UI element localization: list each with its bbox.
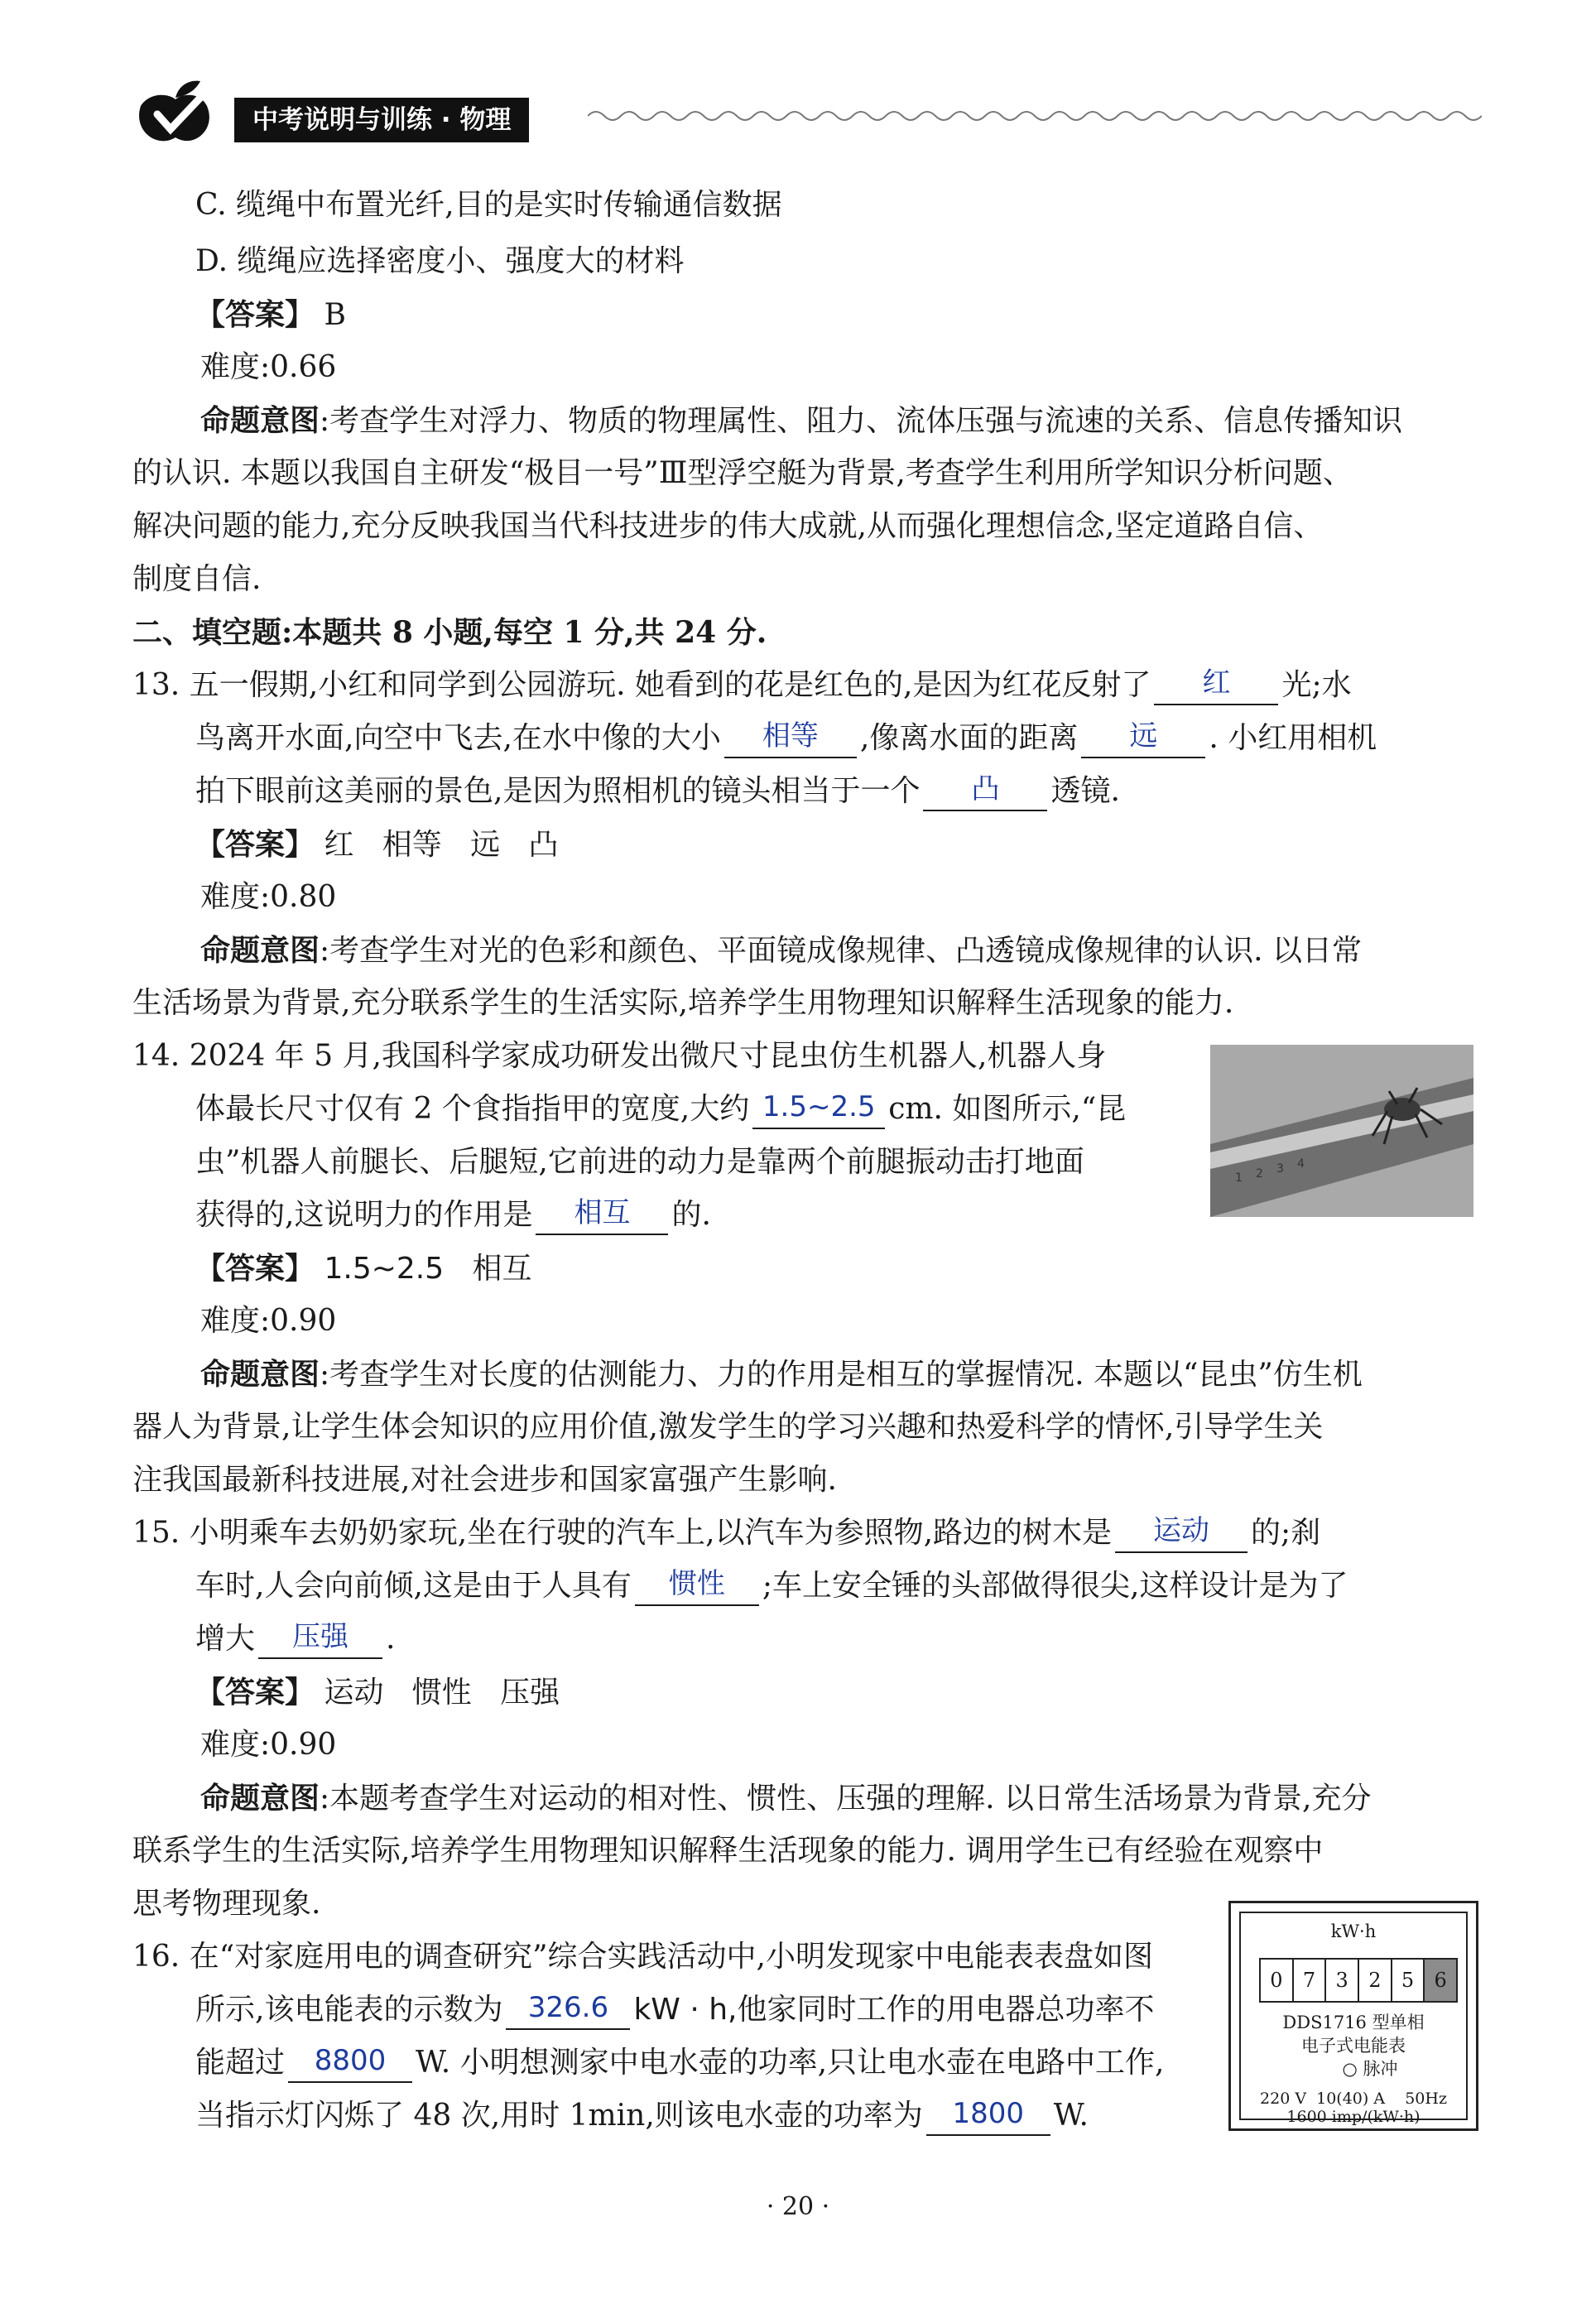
intent-label: 命题意图 xyxy=(200,1781,320,1816)
intent-label: 命题意图 xyxy=(200,403,320,438)
question-text: 车时,人会向前倾,这是由于人具有 xyxy=(195,1569,632,1603)
question-text: 当指示灯闪烁了 48 次,用时 1min,则该电水壶的功率为 xyxy=(195,2099,923,2133)
answer-label: 【答案】 xyxy=(195,1675,315,1710)
electric-meter-figure xyxy=(1228,1901,1478,2131)
answer-value: 运动 惯性 压强 xyxy=(324,1676,560,1710)
question-text: 获得的,这说明力的作用是 xyxy=(195,1198,533,1232)
answer-row xyxy=(195,1248,1545,1289)
handwritten-answer: 8800 xyxy=(314,2044,387,2077)
meter-digits xyxy=(1259,1958,1458,2003)
question-text: 拍下眼前这美丽的景色,是因为照相机的镜头相当于一个 xyxy=(195,774,921,808)
difficulty: 难度:0.90 xyxy=(200,1304,337,1338)
answer-blank xyxy=(1081,719,1205,758)
handwritten-answer: 相等 xyxy=(762,719,819,753)
header-title: 中考说明与训练 · 物理 xyxy=(234,98,529,142)
question-text: . 小红用相机 xyxy=(1209,721,1377,755)
intent-text: :考查学生对浮力、物质的物理属性、阻力、流体压强与流速的关系、信息传播知识 xyxy=(320,404,1403,438)
meter-digit: 3 xyxy=(1326,1960,1359,2001)
handwritten-answer: 运动 xyxy=(1153,1514,1210,1547)
answer-blank xyxy=(724,719,857,758)
question-line xyxy=(132,1566,1482,1606)
answer-value: 1.5~2.5 相互 xyxy=(324,1252,532,1286)
answer-value: B xyxy=(324,298,346,332)
answer-blank xyxy=(536,1196,668,1235)
answer-label: 【答案】 xyxy=(195,1251,315,1286)
question-text: 13. 五一假期,小红和同学到公园游玩. 她看到的花是红色的,是因为红花反射了 xyxy=(132,668,1151,702)
answer-blank xyxy=(752,1090,885,1129)
meter-digit: 2 xyxy=(1359,1960,1392,2001)
meter-digit: 5 xyxy=(1392,1960,1425,2001)
question-text: ;车上安全锤的头部做得很尖,这样设计是为了 xyxy=(762,1569,1348,1603)
question-line: 16. 在“对家庭用电的调查研究”综合实践活动中,小明发现家中电能表表盘如图 xyxy=(132,1940,1153,1974)
question-text: 透镜. xyxy=(1050,774,1120,808)
question-text: kW · h,他家同时工作的用电器总功率不 xyxy=(633,1993,1155,2027)
question-text: 的. xyxy=(671,1198,711,1232)
option-c: C. 缆绳中布置光纤,目的是实时传输通信数据 xyxy=(195,188,782,222)
meter-type: 电子式电能表 xyxy=(1301,2036,1406,2056)
handwritten-answer: 相互 xyxy=(574,1196,631,1229)
intent-line: 生活场景为背景,充分联系学生的生活实际,培养学生用物理知识解释生活现象的能力. xyxy=(132,986,1234,1020)
answer-blank xyxy=(506,1991,630,2030)
question-text: 所示,该电能表的示数为 xyxy=(195,1993,503,2027)
intent-line xyxy=(200,401,1550,441)
svg-text:1: 1 xyxy=(1235,1171,1243,1185)
question-text: ,像离水面的距离 xyxy=(859,721,1079,755)
answer-row xyxy=(195,825,1545,865)
intent-line: 联系学生的生活实际,培养学生用物理知识解释生活现象的能力. 调用学生已有经验在观察中 xyxy=(132,1834,1324,1868)
question-line xyxy=(132,772,1482,811)
meter-digit-decimal: 6 xyxy=(1425,1960,1456,2001)
svg-text:2: 2 xyxy=(1256,1167,1263,1181)
insect-robot-photo xyxy=(1210,1045,1473,1217)
answer-label: 【答案】 xyxy=(195,297,315,332)
difficulty: 难度:0.90 xyxy=(200,1728,337,1762)
question-text: . xyxy=(386,1622,396,1656)
question-text: W. 小明想测家中电水壶的功率,只让电水壶在电路中工作, xyxy=(416,2046,1165,2080)
handwritten-answer: 红 xyxy=(1202,666,1231,700)
answer-blank xyxy=(635,1567,759,1606)
question-text: 能超过 xyxy=(195,2046,286,2080)
meter-digit: 0 xyxy=(1261,1960,1294,2001)
question-text: W. xyxy=(1053,2099,1089,2133)
question-text: 的;刹 xyxy=(1251,1516,1321,1550)
question-text: 体最长尺寸仅有 2 个食指指甲的宽度,大约 xyxy=(195,1092,750,1126)
intent-line: 的认识. 本题以我国自主研发“极目一号”Ⅲ型浮空艇为背景,考查学生利用所学知识分析问题、 xyxy=(132,456,1353,490)
question-line: 14. 2024 年 5 月,我国科学家成功研发出微尺寸昆虫仿生机器人,机器人身 xyxy=(132,1039,1107,1073)
handwritten-answer: 压强 xyxy=(292,1620,349,1653)
difficulty: 难度:0.80 xyxy=(200,880,337,914)
intent-label: 命题意图 xyxy=(200,933,320,968)
handwritten-answer: 凸 xyxy=(971,772,1000,806)
option-d: D. 缆绳应选择密度小、强度大的材料 xyxy=(195,244,685,278)
question-line xyxy=(132,666,1482,705)
intent-line xyxy=(200,931,1550,971)
answer-row xyxy=(195,1672,1545,1713)
intent-line: 制度自信. xyxy=(132,562,262,596)
question-line xyxy=(132,719,1482,758)
intent-label: 命题意图 xyxy=(200,1357,320,1392)
intent-line: 解决问题的能力,充分反映我国当代科技进步的伟大成就,从而强化理想信念,坚定道路自信、 xyxy=(132,509,1324,543)
intent-line xyxy=(200,1354,1550,1395)
question-text: 15. 小明乘车去奶奶家玩,坐在行驶的汽车上,以汽车为参照物,路边的树木是 xyxy=(132,1516,1113,1550)
svg-text:4: 4 xyxy=(1297,1157,1305,1171)
meter-rating: 220 V 10(40) A 50Hz xyxy=(1260,2090,1447,2108)
answer-blank xyxy=(1154,666,1278,705)
page-number: · 20 · xyxy=(766,2192,830,2221)
intent-line: 注我国最新科技进展,对社会进步和国家富强产生影响. xyxy=(132,1463,837,1497)
handwritten-answer: 1800 xyxy=(952,2097,1025,2130)
difficulty: 难度:0.66 xyxy=(200,350,337,384)
question-text: 虫”机器人前腿长、后腿短,它前进的动力是靠两个前腿振动击打地面 xyxy=(195,1145,1084,1179)
handwritten-answer: 远 xyxy=(1129,719,1158,753)
meter-panel xyxy=(1239,1912,1468,2126)
intent-text: :本题考查学生对运动的相对性、惯性、压强的理解. 以日常生活场景为背景,充分 xyxy=(320,1782,1372,1816)
answer-label: 【答案】 xyxy=(195,827,315,862)
answer-blank xyxy=(1115,1514,1247,1553)
answer-blank xyxy=(926,2097,1050,2136)
meter-digit: 7 xyxy=(1294,1960,1327,2001)
answer-blank xyxy=(258,1620,382,1659)
question-text: 鸟离开水面,向空中飞去,在水中像的大小 xyxy=(195,721,721,755)
answer-blank xyxy=(288,2044,412,2083)
intent-line: 器人为背景,让学生体会知识的应用价值,激发学生的学习兴趣和热爱科学的情怀,引导学生关 xyxy=(132,1410,1324,1444)
handwritten-answer: 惯性 xyxy=(668,1567,725,1600)
meter-constant: 1600 imp/(kW·h) xyxy=(1286,2108,1421,2126)
meter-model: DDS1716 型单相 xyxy=(1282,2013,1425,2032)
question-line xyxy=(132,1619,1482,1659)
handwritten-answer: 1.5~2.5 xyxy=(762,1090,876,1123)
meter-unit: kW·h xyxy=(1330,1921,1377,1941)
question-text: 光;水 xyxy=(1281,668,1352,702)
handwritten-answer: 326.6 xyxy=(527,1991,609,2024)
answer-value: 红 相等 远 凸 xyxy=(324,828,559,862)
intent-line xyxy=(200,1778,1550,1819)
meter-pulse: ○ 脉冲 xyxy=(1342,2059,1398,2079)
section-title: 二、填空题:本题共 8 小题,每空 1 分,共 24 分. xyxy=(132,615,767,650)
intent-text: :考查学生对长度的估测能力、力的作用是相互的掌握情况. 本题以“昆虫”仿生机 xyxy=(320,1358,1363,1392)
question-line xyxy=(132,1513,1482,1553)
intent-line: 思考物理现象. xyxy=(132,1887,321,1921)
apple-logo-icon xyxy=(124,73,225,147)
answer-blank xyxy=(923,772,1047,811)
svg-text:3: 3 xyxy=(1276,1162,1284,1176)
question-text: 增大 xyxy=(195,1622,256,1656)
answer-row xyxy=(195,295,1545,335)
intent-text: :考查学生对光的色彩和颜色、平面镜成像规律、凸透镜成像规律的认识. 以日常 xyxy=(320,934,1363,968)
question-text: cm. 如图所示,“昆 xyxy=(888,1092,1127,1126)
header-decoration xyxy=(588,106,1482,126)
